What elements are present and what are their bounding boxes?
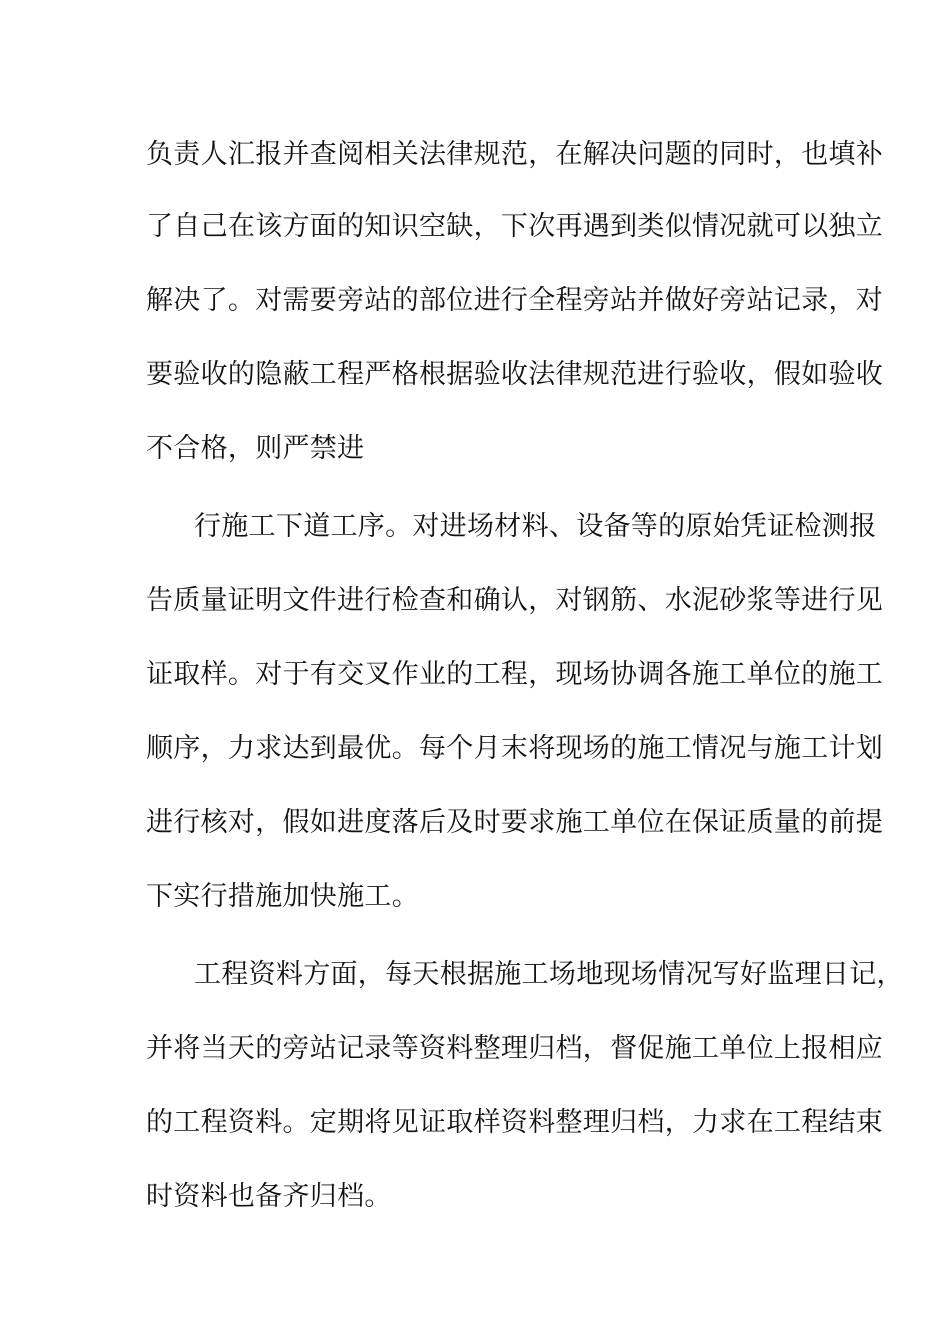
text-line: 并将当天的旁站记录等资料整理归档，督促施工单位上报相应	[146, 1033, 884, 1064]
text-line: 顺序，力求达到最优。每个月末将现场的施工情况与施工计划	[146, 733, 884, 764]
text-line: 告质量证明文件进行检查和确认，对钢筋、水泥砂浆等进行见	[146, 585, 884, 616]
text-line: 证取样。对于有交叉作业的工程，现场协调各施工单位的施工	[146, 659, 884, 690]
text-line: 要验收的隐蔽工程严格根据验收法律规范进行验收，假如验收	[146, 359, 884, 390]
text-line: 工程资料方面，每天根据施工场地现场情况写好监理日记，	[194, 959, 904, 990]
text-line: 的工程资料。定期将见证取样资料整理归档，力求在工程结束	[146, 1107, 884, 1138]
text-line: 解决了。对需要旁站的部位进行全程旁站并做好旁站记录，对	[146, 285, 884, 316]
text-line: 了自己在该方面的知识空缺，下次再遇到类似情况就可以独立	[146, 211, 884, 242]
text-line: 负责人汇报并查阅相关法律规范，在解决问题的同时，也填补	[146, 139, 884, 170]
text-line: 进行核对，假如进度落后及时要求施工单位在保证质量的前提	[146, 807, 884, 838]
text-line: 时资料也备齐归档。	[146, 1181, 392, 1212]
text-line: 下实行措施加快施工。	[146, 881, 419, 912]
text-line: 行施工下道工序。对进场材料、设备等的原始凭证检测报	[194, 511, 877, 542]
text-line: 不合格，则严禁进	[146, 433, 365, 464]
